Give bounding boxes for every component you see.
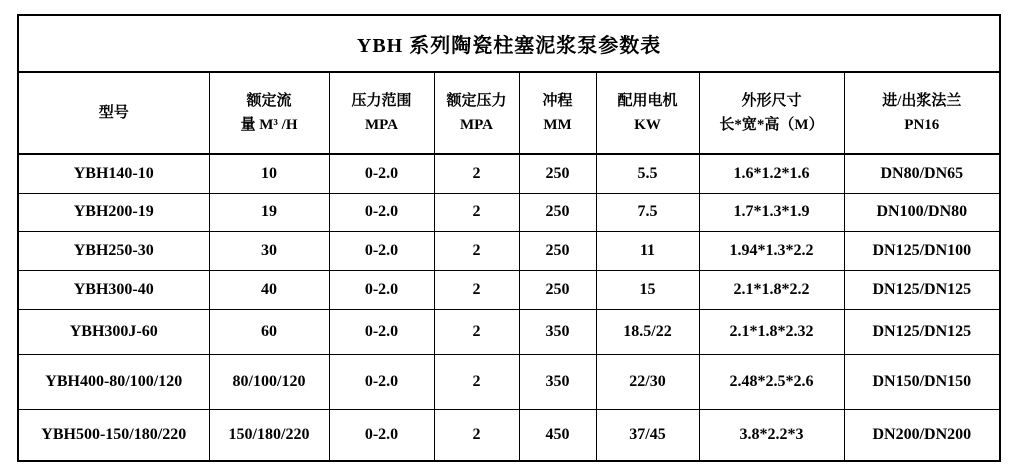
header-rated-pressure: 额定压力 MPA	[434, 72, 519, 154]
cell-model: YBH400-80/100/120	[18, 354, 209, 409]
cell-flange: DN125/DN125	[844, 270, 1000, 309]
cell-model: YBH300J-60	[18, 309, 209, 354]
cell-motor: 11	[596, 231, 699, 270]
cell-rated-pressure: 2	[434, 309, 519, 354]
cell-flow: 10	[209, 154, 329, 193]
cell-dimensions: 2.1*1.8*2.2	[699, 270, 844, 309]
cell-stroke: 250	[519, 193, 596, 231]
cell-flow: 30	[209, 231, 329, 270]
cell-stroke: 450	[519, 409, 596, 461]
cell-model: YBH500-150/180/220	[18, 409, 209, 461]
cell-flow: 150/180/220	[209, 409, 329, 461]
cell-flow: 60	[209, 309, 329, 354]
header-pressure-range: 压力范围 MPA	[329, 72, 434, 154]
cell-rated-pressure: 2	[434, 270, 519, 309]
cell-rated-pressure: 2	[434, 409, 519, 461]
cell-pressure-range: 0-2.0	[329, 231, 434, 270]
cell-flow: 80/100/120	[209, 354, 329, 409]
table-header-row	[18, 72, 1000, 154]
cell-stroke: 350	[519, 309, 596, 354]
cell-rated-pressure: 2	[434, 193, 519, 231]
cell-dimensions: 1.6*1.2*1.6	[699, 154, 844, 193]
header-rated-flow: 额定流 量 M³ /H	[209, 72, 329, 154]
header-dimensions: 外形尺寸 长*宽*高（M）	[699, 72, 844, 154]
table-row	[18, 154, 1000, 193]
cell-motor: 22/30	[596, 354, 699, 409]
table-row	[18, 409, 1000, 461]
cell-stroke: 250	[519, 154, 596, 193]
cell-motor: 18.5/22	[596, 309, 699, 354]
cell-pressure-range: 0-2.0	[329, 354, 434, 409]
cell-flange: DN125/DN100	[844, 231, 1000, 270]
table-row	[18, 193, 1000, 231]
cell-model: YBH140-10	[18, 154, 209, 193]
cell-stroke: 250	[519, 270, 596, 309]
cell-motor: 37/45	[596, 409, 699, 461]
cell-flow: 19	[209, 193, 329, 231]
cell-model: YBH250-30	[18, 231, 209, 270]
header-stroke: 冲程 MM	[519, 72, 596, 154]
cell-rated-pressure: 2	[434, 154, 519, 193]
cell-pressure-range: 0-2.0	[329, 309, 434, 354]
header-model	[18, 72, 209, 154]
cell-pressure-range: 0-2.0	[329, 193, 434, 231]
cell-model: YBH300-40	[18, 270, 209, 309]
cell-rated-pressure: 2	[434, 231, 519, 270]
table-row	[18, 270, 1000, 309]
pump-parameter-table	[17, 14, 1001, 462]
cell-rated-pressure: 2	[434, 354, 519, 409]
table-title: YBH 系列陶瓷柱塞泥浆泵参数表	[18, 15, 1000, 72]
cell-flange: DN200/DN200	[844, 409, 1000, 461]
cell-motor: 7.5	[596, 193, 699, 231]
cell-pressure-range: 0-2.0	[329, 154, 434, 193]
cell-model: YBH200-19	[18, 193, 209, 231]
cell-flange: DN80/DN65	[844, 154, 1000, 193]
cell-flow: 40	[209, 270, 329, 309]
header-model-label: 型号	[98, 105, 129, 121]
cell-dimensions: 3.8*2.2*3	[699, 409, 844, 461]
cell-motor: 15	[596, 270, 699, 309]
table-row	[18, 231, 1000, 270]
cell-flange: DN125/DN125	[844, 309, 1000, 354]
cell-stroke: 250	[519, 231, 596, 270]
cell-dimensions: 2.1*1.8*2.32	[699, 309, 844, 354]
cell-dimensions: 2.48*2.5*2.6	[699, 354, 844, 409]
cell-stroke: 350	[519, 354, 596, 409]
cell-motor: 5.5	[596, 154, 699, 193]
header-flange: 进/出浆法兰 PN16	[844, 72, 1000, 154]
cell-flange: DN150/DN150	[844, 354, 1000, 409]
cell-pressure-range: 0-2.0	[329, 270, 434, 309]
cell-dimensions: 1.7*1.3*1.9	[699, 193, 844, 231]
cell-flange: DN100/DN80	[844, 193, 1000, 231]
cell-dimensions: 1.94*1.3*2.2	[699, 231, 844, 270]
table-row	[18, 309, 1000, 354]
header-motor: 配用电机 KW	[596, 72, 699, 154]
table-row	[18, 354, 1000, 409]
cell-pressure-range: 0-2.0	[329, 409, 434, 461]
table-title-row	[18, 15, 1000, 72]
